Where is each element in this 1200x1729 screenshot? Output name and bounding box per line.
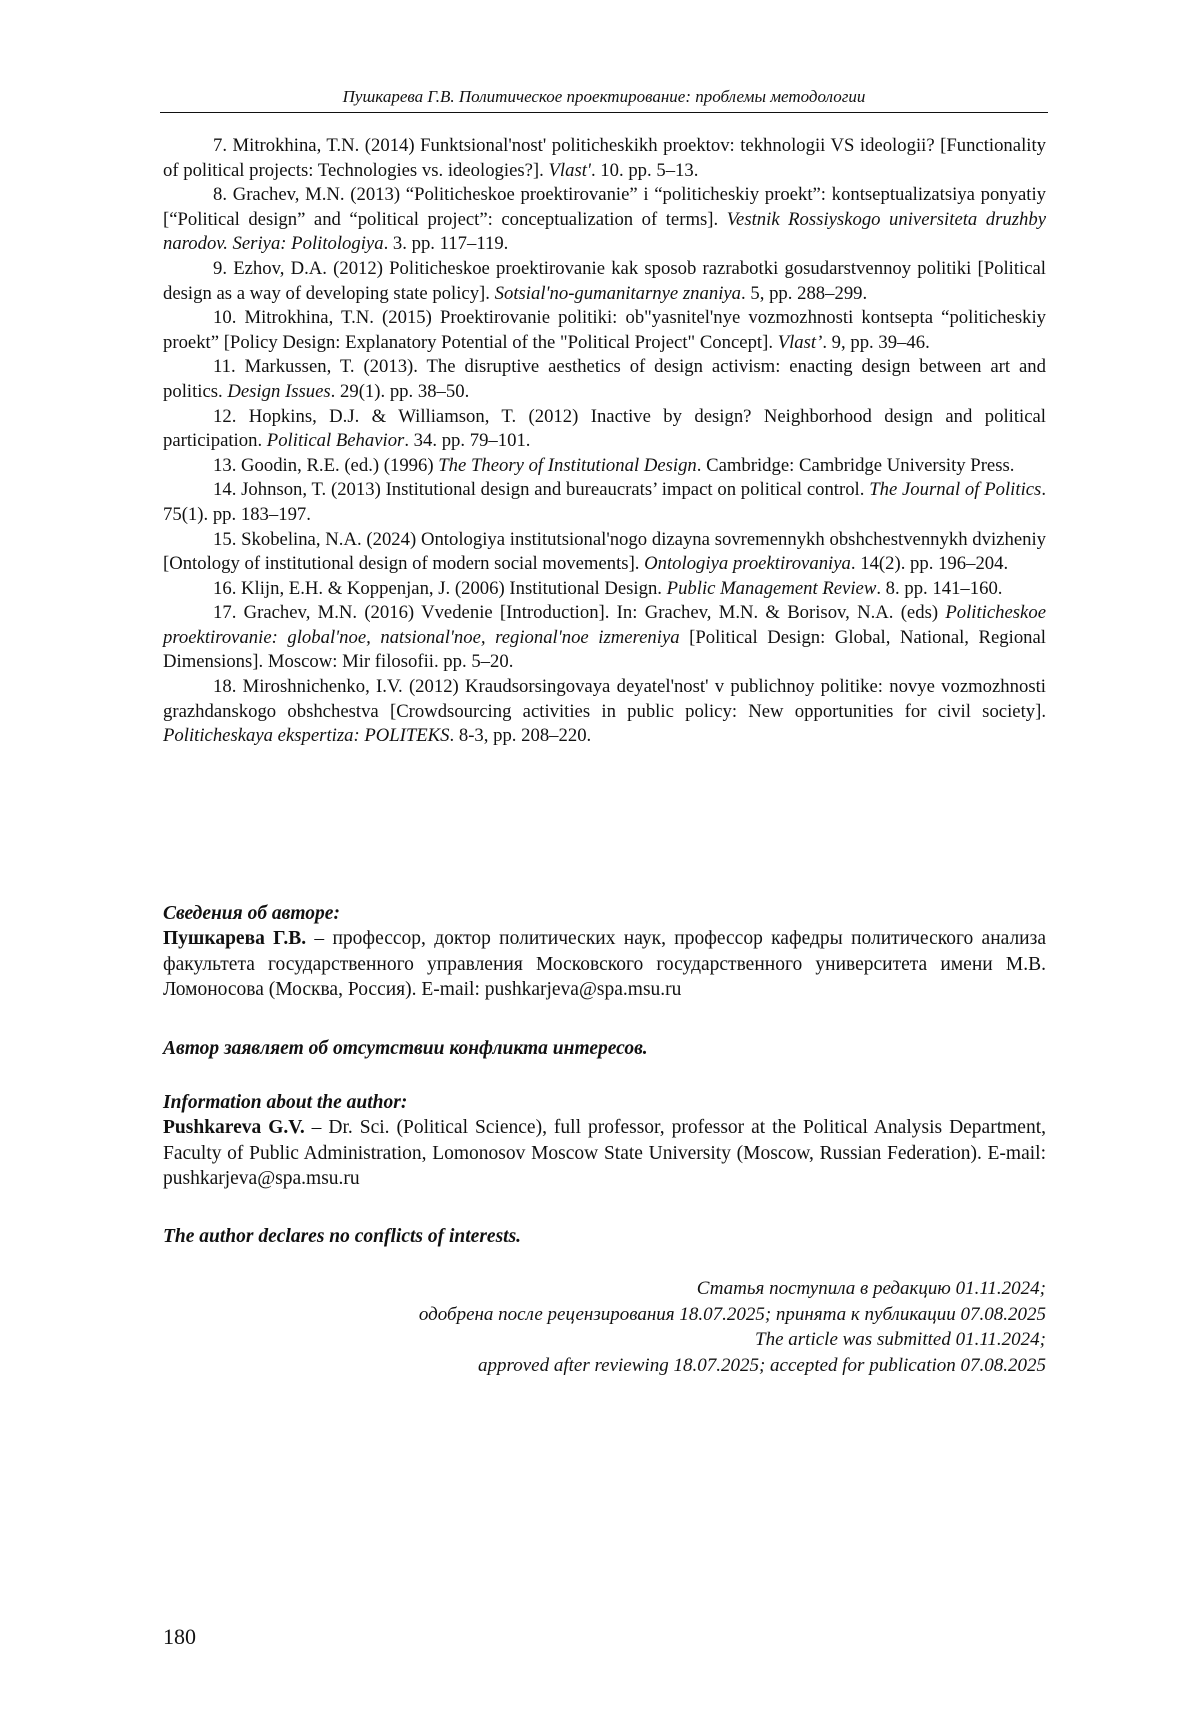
reference-item: 7. Mitrokhina, T.N. (2014) Funktsional'nost' politicheskikh proektov: tekhnologii VS ideologii? [Functionality of political projects: Technologies vs. ideologies?]. Vlast'. 10. pp. 5–13. bbox=[163, 135, 1046, 181]
author-info-ru bbox=[163, 901, 1046, 1003]
author-info-en bbox=[163, 1090, 1046, 1192]
author-name-ru: Пушкарева Г.В. bbox=[163, 928, 307, 949]
dates-en-line-2: approved after reviewing 18.07.2025; accepted for publication 07.08.2025 bbox=[478, 1354, 1046, 1376]
author-info-ru-heading: Сведения об авторе: bbox=[163, 903, 340, 924]
author-info-en-text: Pushkareva G.V. – Dr. Sci. (Political Science), full professor, professor at the Political Analysis Department, Faculty of Public Administration, Lomonosov Moscow State University (Moscow, Russian Federation). E-mail: pushkarjeva@spa.msu.ru bbox=[163, 1117, 1046, 1189]
reference-item: 12. Hopkins, D.J. & Williamson, T. (2012) Inactive by design? Neighborhood design and political participation. Political Behavior. 34. pp. 79–101. bbox=[163, 405, 1046, 452]
publication-dates bbox=[163, 1276, 1046, 1378]
reference-item: 18. Miroshnichenko, I.V. (2012) Kraudsorsingovaya deyatel'nost' v publichnoy politike: novye vozmozhnosti grazhdanskogo obshchestva [Crowdsourcing activities in public policy: New opportunities for civil society]. Politicheskaya ekspertiza: POLITEKS. 8-3, pp. 208–220. bbox=[163, 676, 1046, 747]
reference-item: 11. Markussen, T. (2013). The disruptive aesthetics of design activism: enacting design between art and politics. Design Issues. 29(1). pp. 38–50. bbox=[163, 356, 1046, 402]
reference-item: 15. Skobelina, N.A. (2024) Ontologiya institutsional'nogo dizayna sovremennykh obshchestvennykh dvizheniy [Ontology of institutional design of modern social movements]. Ontologiya proektirovaniya. 14(2). pp. 196–204. bbox=[163, 528, 1046, 575]
reference-item: 17. Grachev, M.N. (2016) Vvedenie [Introduction]. In: Grachev, M.N. & Borisov, N.A. (eds) Politicheskoe proektirovanie: global'noe, natsional'noe, regional'noe izmereniya [Political Design: Global, National, Regional Dimensions]. Moscow: Mir filosofii. pp. 5–20. bbox=[163, 602, 1046, 673]
dates-en-line-1: The article was submitted 01.11.2024; bbox=[755, 1329, 1046, 1350]
reference-item: 9. Ezhov, D.A. (2012) Politicheskoe proektirovanie kak sposob razrabotki gosudarstvennoy politiki [Political design as a way of developing state policy]. Sotsial'no-gumanitarnye znaniya. 5, pp. 288–299. bbox=[163, 257, 1046, 304]
header-rule bbox=[160, 112, 1048, 113]
reference-item: 10. Mitrokhina, T.N. (2015) Proektirovanie politiki: ob"yasnitel'nye vozmozhnosti kontsepta “politicheskiy proekt” [Policy Design: Explanatory Potential of the "Political Project" Concept]. Vlast’. 9, pp. 39–46. bbox=[163, 307, 1046, 353]
author-info-ru-text: Пушкарева Г.В. – профессор, доктор политических наук, профессор кафедры политического анализа факультета государственного управления Московского государственного университета имени М.В. Ломоносова (Москва, Россия). E-mail: pushkarjeva@spa.msu.ru bbox=[163, 928, 1046, 1000]
page-number: 180 bbox=[163, 1624, 196, 1649]
reference-item: 8. Grachev, M.N. (2013) “Politicheskoe proektirovanie” i “politicheskiy proekt”: kontseptualizatsiya ponyatiy [“Political design” and “political project”: conceptualization of terms]. Vestnik Rossiyskogo universiteta druzhby narodov. Seriya: Politologiya. 3. pp. 117–119. bbox=[163, 184, 1046, 255]
reference-list bbox=[163, 134, 1046, 749]
author-name-en: Pushkareva G.V. bbox=[163, 1117, 305, 1138]
dates-ru-line-1: Статья поступила в редакцию 01.11.2024; bbox=[696, 1278, 1046, 1299]
author-info-en-heading: Information about the author: bbox=[163, 1092, 408, 1113]
dates-ru-line-2: одобрена после рецензирования 18.07.2025; принята к публикации 07.08.2025 bbox=[418, 1303, 1046, 1325]
conflict-statement-ru: Автор заявляет об отсутствии конфликта интересов. bbox=[163, 1038, 648, 1059]
reference-item: 16. Klijn, E.H. & Koppenjan, J. (2006) Institutional Design. Public Management Review. 8. pp. 141–160. bbox=[213, 577, 1003, 599]
reference-item: 14. Johnson, T. (2013) Institutional design and bureaucrats’ impact on political control. The Journal of Politics. 75(1). pp. 183–197. bbox=[163, 479, 1046, 525]
running-title: Пушкарева Г.В. Политическое проектирование: проблемы методологии bbox=[342, 87, 866, 106]
conflict-statement-en: The author declares no conflicts of interests. bbox=[163, 1226, 522, 1247]
reference-item: 13. Goodin, R.E. (ed.) (1996) The Theory of Institutional Design. Cambridge: Cambridge University Press. bbox=[213, 454, 1015, 476]
